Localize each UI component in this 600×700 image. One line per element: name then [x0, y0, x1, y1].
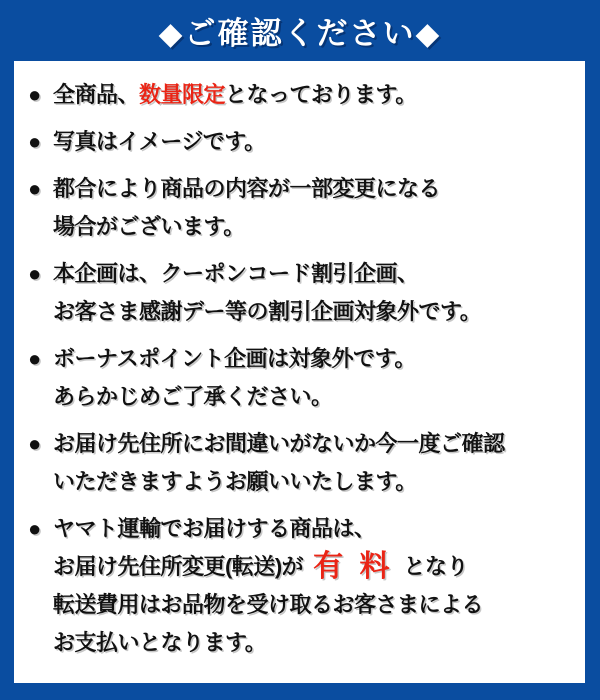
notice-item — [28, 170, 573, 246]
notice-text: 場合がございます。 — [53, 214, 245, 239]
notice-text: 転送費用はお品物を受け取るお客さまによる — [53, 592, 484, 617]
notice-item — [28, 425, 573, 501]
notice-line — [28, 293, 573, 331]
notice-text: となり — [403, 554, 469, 579]
notice-line — [28, 624, 573, 662]
notice-item — [28, 255, 573, 331]
notice-text: 本企画は、クーポンコード割引企画、 — [53, 261, 419, 286]
notice-line — [28, 463, 573, 501]
notice-item — [28, 76, 573, 114]
notice-line — [28, 170, 573, 208]
bullet-icon: ● — [28, 346, 41, 371]
notice-text: となっております。 — [225, 82, 417, 107]
notice-box — [14, 61, 585, 683]
notice-text: お支払いとなります。 — [53, 630, 267, 655]
notice-line — [28, 123, 573, 161]
notice-item — [28, 510, 573, 662]
notice-line — [28, 425, 573, 463]
bullet-icon: ● — [28, 82, 41, 107]
notice-text: あらかじめご了承ください。 — [53, 384, 333, 409]
notice-text: お届け先住所変更(転送)が — [53, 554, 304, 579]
bullet-icon: ● — [28, 261, 41, 286]
notice-line — [28, 340, 573, 378]
notice-text: 写真はイメージです。 — [53, 129, 266, 154]
notice-text: 都合により商品の内容が一部変更になる — [53, 176, 441, 201]
notice-line — [28, 255, 573, 293]
notice-text: 全商品、 — [53, 82, 140, 107]
notice-line — [28, 378, 573, 416]
notice-list — [28, 76, 573, 662]
notice-line — [28, 208, 573, 246]
notice-line — [28, 548, 573, 586]
notice-line — [28, 76, 573, 114]
notice-text: いただきますようお願いいたします。 — [53, 469, 417, 494]
notice-text: お届け先住所にお間違いがないか今一度ご確認 — [53, 431, 505, 456]
bullet-icon: ● — [28, 176, 41, 201]
notice-line — [28, 586, 573, 624]
notice-text: ボーナスポイント企画は対象外です。 — [53, 346, 416, 371]
bullet-icon: ● — [28, 516, 41, 541]
highlight-text: 有 料 — [313, 550, 394, 583]
notice-line — [28, 510, 573, 548]
highlight-text: 数量限定 — [139, 82, 226, 107]
notice-text: お客さま感謝デー等の割引企画対象外です。 — [53, 299, 482, 324]
notice-item — [28, 340, 573, 416]
notice-text: ヤマト運輸でお届けする商品は、 — [53, 516, 376, 541]
notice-item — [28, 123, 573, 161]
page-title: ◆ご確認ください◆ — [158, 16, 442, 51]
bullet-icon: ● — [28, 431, 41, 456]
header — [0, 0, 600, 61]
bullet-icon: ● — [28, 129, 41, 154]
